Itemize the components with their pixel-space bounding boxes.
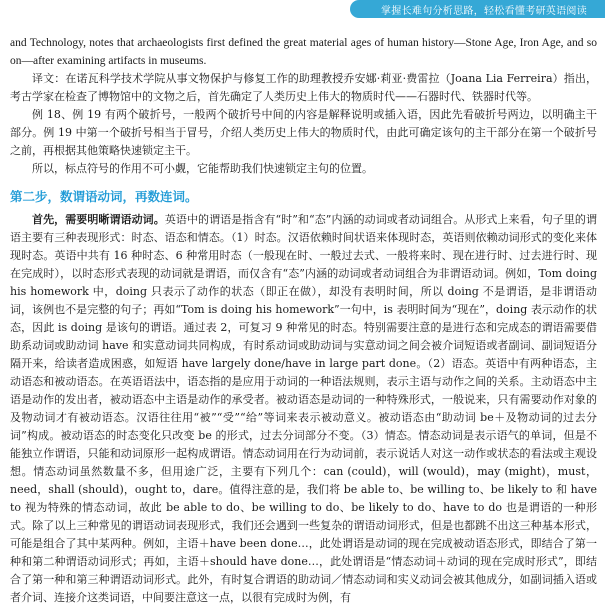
paragraph-punctuation-summary: 所以，标点符号的作用不可小觑，它能帮助我们快速锁定主句的位置。 [32, 162, 373, 175]
section-heading: 第二步，数谓语动词，再数连词。 [10, 189, 198, 204]
paragraph-example-analysis: 例 18、例 19 有两个破折号，一般两个破折号中间的内容是解释说明或插入语，因此先看破折号两边，以明确主干部分。例 19 中第一个破折号相当于冒号，介绍人类历史上伟大的物质时代，由此可确定该句的主干部分在第一个破折号之前，再根据其他策略快速锁定主干。 [10, 108, 597, 157]
header-title: 掌握长难句分析思路，轻松看懂考研英语阅读 [381, 6, 587, 17]
paragraph-english-continuation: and Technology, notes that archaeologists first defined the great material ages of human history—Stone Age, Iron Age, and so on—after examining artifacts in museums. [10, 37, 597, 67]
paragraph-lead: 首先，需要明晰谓语动词。 [32, 213, 165, 226]
paragraph-translation: 译文：在诺瓦科学技术学院从事文物保护与修复工作的助理教授乔安娜·莉亚·费雷拉（Joana Lia Ferreira）指出，考古学家在检查了博物馆中的文物之后，首先确定了人类历史上伟大的物质时代——石器时代、铁器时代等。 [10, 72, 597, 103]
paragraph-predicate-verbs [10, 211, 597, 607]
header-banner [350, 0, 605, 18]
paragraph-predicate-body: 英语中的谓语是指含有“时”和“态”内涵的动词或者动词组合。从形式上来看，句子里的谓语主要有三种表现形式：时态、语态和情态。（1）时态。汉语依赖时间状语来体现时态，英语则依赖动词形式的变化来体现时态。英语中共有 16 种时态、6 种常用时态（一般现在时、一般过去式、一般将来时、现在进行时、过去进行时、现在完成时），以时态形式表现的动词就是谓语，而仅含有“态”内涵的动词或者动词组合为非谓语动词。例如，Tom doing his homework 中，doing 只表示了动作的状态（即正在做），却没有表明时间，所以 doing 不是谓语，是非谓语动词，该例也不是完整的句子；再如“Tom is doing his homework”一句中，is 表明时间为“现在”，doing 表示动作的状态，因此 is doing 是该句的谓语。通过表 2，可复习 9 种常见的时态。特别需要注意的是进行态和完成态的谓语需要借助系动词或助动词 have 和实意动词共同构成，有时系动词或助动词与实意动词之间会被介词短语或者副词、副词短语分隔开来，给读者造成困惑，如短语 have largely done/have in large part done。（2）语态。英语中有两种语态，主动语态和被动语态。在英语语法中，语态指的是应用于动词的一种语法规则，表示主语与动作之间的关系。主动语态中主语是动作的发出者，被动语态中主语是动作的承受者。被动语态是动词的一种特殊形式，一般说来，只有需要动作对象的及物动词才有被动语态。汉语往往用“被”“受”“给”等词来表示被动意义。被动语态由“助动词 be＋及物动词的过去分词”构成。被动语态的时态变化只改变 be 的形式，过去分词部分不变。（3）情态。情态动词是表示语气的单词，但是不能独立作谓语，只能和动词原形一起构成谓语。情态动词用在行为动词前，表示说话人对这一动作或状态的看法或主观设想。情态动词虽然数量不多，但用途广泛，主要有下列几个：can (could)，will (would)，may (might)，must，need，shall (should)，ought to，dare。值得注意的是，我们将 be able to、be willing to、be likely to 和 have to 视为特殊的情态动词，故此 be able to do、be willing to do、be likely to do、have to do 也是谓语的一种形式。除了以上三种常见的谓语动词表现形式，我们还会遇到一些复杂的谓语动词形式，但是也都跳不出这三种基本形式，可能是组合了其中某两种。例如，主语＋have been done…，此处谓语是动词的现在完成被动语态形式，即结合了第一种和第二种谓语动词形式；再如，主语＋should have done…，此处谓语是“情态动词＋动词的现在完成时形式”，即结合了第一种和第三种谓语动词形式。此外，有时复合谓语的助动词／情态动词和实义动词会被其他成分，如副词插入语或者介词、连接介这类词语，中间要注意这一点，以很有完成时为例，有 [10, 213, 597, 604]
page-content [10, 34, 597, 607]
